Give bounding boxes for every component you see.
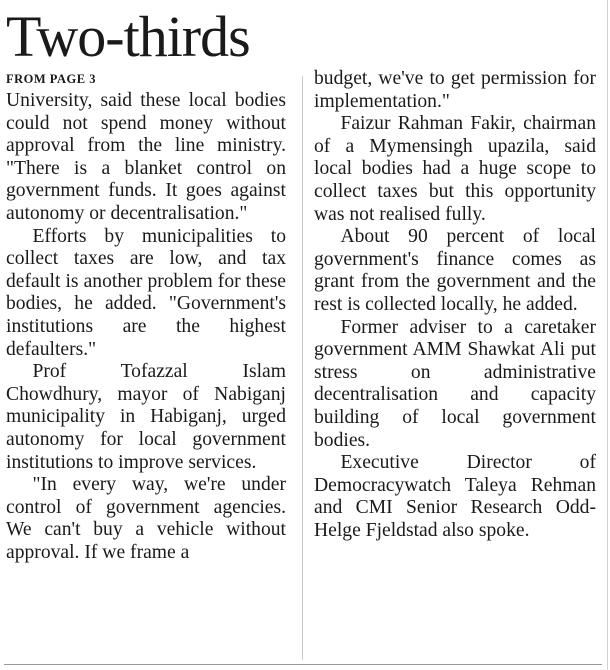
right-border [607,0,608,670]
paragraph: budget, we've to get permission for implementation." [314,68,596,112]
paragraph: About 90 percent of local government's finance comes as grant from the government and the rest is collected locally, he added. [314,226,596,315]
article-column-left [6,90,286,564]
column-divider [302,76,303,660]
article-column-right [314,68,596,542]
paragraph: Prof Tofazzal Islam Chowdhury, mayor of Nabiganj municipality in Habiganj, urged autonomy for local government institutions to improve services. [6,361,286,473]
paragraph: Executive Director of Democracywatch Taleya Rehman and CMI Senior Research Odd-Helge Fjeldstad also spoke. [314,452,596,541]
paragraph: "In every way, we're under control of government agencies. We can't buy a vehicle without approval. If we frame a [6,474,286,563]
headline: Two-thirds [6,4,250,69]
paragraph: University, said these local bodies could not spend money without approval from the line ministry. "There is a blanket control on government funds. It goes against autonomy or decentralisation." [6,90,286,224]
bottom-rule [4,664,602,665]
paragraph: Faizur Rahman Fakir, chairman of a Mymensingh upazila, said local bodies had a huge scope to collect taxes but this opportunity was not realised fully. [314,113,596,225]
paragraph: Former adviser to a caretaker government AMM Shawkat Ali put stress on administrative decentralisation and capacity building of local government bodies. [314,316,596,451]
continued-from-label: FROM PAGE 3 [6,72,96,86]
paragraph: Efforts by municipalities to collect taxes are low, and tax default is another problem for these bodies, he added. "Government's institutions are the highest defaulters." [6,225,286,360]
